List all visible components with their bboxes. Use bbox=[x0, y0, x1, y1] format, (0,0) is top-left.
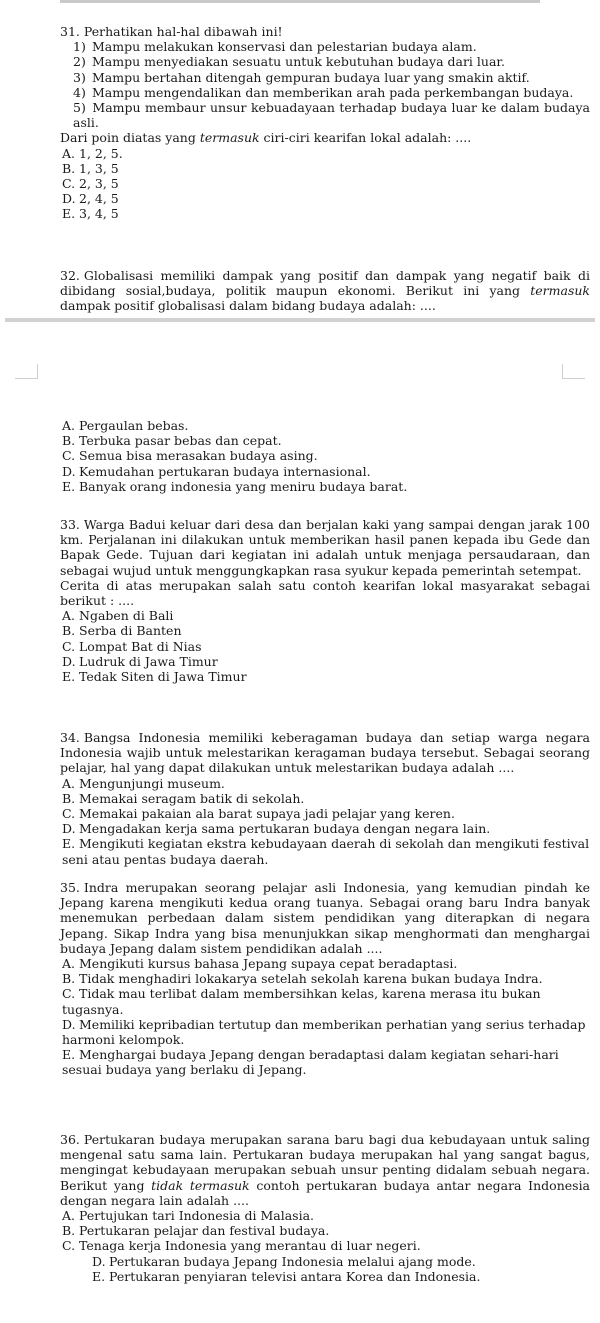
question-36-stem: 36. Pertukaran budaya merupakan sarana baru bagi dua kebudayaan untuk saling mengenal satu sama lain. Pertukaran budaya merupakan hal yang sangat bagus, mengingat kebudayaan merupakan sebuah unsur penting didalam sebuah negara. Berikut yang tidak termasuk contoh pertukaran budaya antar negara Indonesia dengan negara lain adalah .... bbox=[60, 1132, 591, 1208]
question-31 bbox=[60, 24, 590, 222]
option-d[interactable]: D. Mengadakan kerja sama pertukaran budaya dengan negara lain. bbox=[62, 821, 491, 837]
question-34-stem: 34. Bangsa Indonesia memiliki keberagaman budaya dan setiap warga negara Indonesia wajib untuk melestarikan keragaman budaya tersebut. Sebagai seorang pelajar, hal yang dapat dilakukan untuk melestarikan budaya adalah .... bbox=[60, 730, 590, 776]
question-32-options bbox=[60, 418, 590, 494]
option-e[interactable]: E. 3, 4, 5 bbox=[62, 206, 119, 222]
question-31-stem: 31. Perhatikan hal-hal dibawah ini! bbox=[60, 24, 283, 39]
option-d[interactable]: D. Ludruk di Jawa Timur bbox=[62, 653, 218, 669]
option-c[interactable]: C. Tidak mau terlibat dalam membersihkan kelas, karena merasa itu bukan tugasnya. bbox=[62, 986, 541, 1017]
question-32 bbox=[60, 268, 590, 314]
option-a[interactable]: A. 1, 2, 5. bbox=[62, 145, 123, 161]
option-c[interactable]: C. Tenaga kerja Indonesia yang merantau di luar negeri. bbox=[62, 1238, 421, 1254]
question-33-prompt: Cerita di atas merupakan salah satu contoh kearifan lokal masyarakat sebagai berikut : .... bbox=[60, 577, 590, 609]
option-b[interactable]: B. Tidak menghadiri lokakarya setelah sekolah karena bukan budaya Indra. bbox=[62, 971, 543, 987]
question-35-stem: 35. Indra merupakan seorang pelajar asli Indonesia, yang kemudian pindah ke Jepang karena mengikuti kedua orang tuanya. Sebagai orang baru Indra banyak menemukan perbedaan dalam sistem pendidikan yang diterapkan di negara Jepang. Sikap Indra yang bisa menunjukkan sikap menghormati dan menghargai budaya Jepang dalam sistem pendidikan adalah .... bbox=[60, 880, 590, 956]
page-break-bar bbox=[5, 318, 595, 322]
option-d[interactable]: D. Memiliki kepribadian tertutup dan memberikan perhatian yang serius terhadap harmoni kelompok. bbox=[62, 1016, 586, 1048]
option-d[interactable]: D. Kemudahan pertukaran budaya internasional. bbox=[62, 463, 371, 479]
crop-mark-left bbox=[15, 364, 38, 379]
statement-4: 4) Mampu mengendalikan dan memberikan arah pada perkembangan budaya. bbox=[73, 84, 574, 100]
page-break bbox=[0, 318, 600, 396]
option-e[interactable]: E. Mengikuti kegiatan ekstra kebudayaan daerah di sekolah dan mengikuti festival seni atau pentas budaya daerah. bbox=[62, 836, 590, 867]
statement-3: 3) Mampu bertahan ditengah gempuran budaya luar yang smakin aktif. bbox=[73, 69, 530, 85]
option-a[interactable]: A. Ngaben di Bali bbox=[62, 608, 174, 624]
option-e[interactable]: E. Tedak Siten di Jawa Timur bbox=[62, 669, 247, 685]
question-33-stem: 33. Warga Badui keluar dari desa dan berjalan kaki yang sampai dengan jarak 100 km. Perjalanan ini dilakukan untuk memberikan hasil panen kepada ibu Gede dan Bapak Gede. Tujuan dari kegiatan ini adalah untuk menjaga persaudaraan, dan sebagai wujud untuk menggungkapkan rasa syukur kepada pemerintah setempat. bbox=[60, 517, 590, 578]
crop-mark-right bbox=[562, 364, 585, 379]
option-b[interactable]: B. Memakai seragam batik di sekolah. bbox=[62, 790, 305, 806]
question-number: 31. bbox=[60, 24, 80, 39]
option-a[interactable]: A. Pertujukan tari Indonesia di Malasia. bbox=[62, 1208, 315, 1224]
option-e[interactable]: E. Banyak orang indonesia yang meniru budaya barat. bbox=[62, 478, 408, 494]
question-31-prompt: Dari poin diatas yang termasuk ciri-ciri kearifan lokal adalah: .... bbox=[60, 130, 472, 146]
option-d[interactable]: D. Pertukaran budaya Jepang Indonesia melalui ajang mode. bbox=[92, 1253, 476, 1269]
question-36 bbox=[60, 1132, 590, 1284]
option-b[interactable]: B. Terbuka pasar bebas dan cepat. bbox=[62, 433, 282, 449]
option-c[interactable]: C. Lompat Bat di Nias bbox=[62, 638, 202, 654]
option-b[interactable]: B. Serba di Banten bbox=[62, 623, 182, 639]
option-c[interactable]: C. 2, 3, 5 bbox=[62, 176, 119, 192]
option-c[interactable]: C. Semua bisa merasakan budaya asing. bbox=[62, 448, 318, 464]
question-32-stem: 32. Globalisasi memiliki dampak yang positif dan dampak yang negatif baik di dibidang sosial,budaya, politik maupun ekonomi. Berikut ini yang termasuk dampak positif globalisasi dalam bidang budaya adalah: .... bbox=[60, 268, 590, 314]
statement-5: 5) Mampu membaur unsur kebuadayaan terhadap budaya luar ke dalam budaya asli. bbox=[73, 100, 590, 131]
top-edge-line bbox=[60, 0, 540, 3]
option-b[interactable]: B. 1, 3, 5 bbox=[62, 160, 119, 176]
option-c[interactable]: C. Memakai pakaian ala barat supaya jadi pelajar yang keren. bbox=[62, 806, 455, 822]
statement-1: 1) Mampu melakukan konservasi dan pelestarian budaya alam. bbox=[73, 39, 477, 55]
statement-2: 2) Mampu menyediakan sesuatu untuk kebutuhan budaya dari luar. bbox=[73, 54, 505, 70]
option-a[interactable]: A. Mengikuti kursus bahasa Jepang supaya cepat beradaptasi. bbox=[62, 956, 458, 972]
option-a[interactable]: A. Mengunjungi museum. bbox=[62, 775, 225, 791]
option-b[interactable]: B. Pertukaran pelajar dan festival budaya. bbox=[62, 1223, 330, 1239]
option-e[interactable]: E. Pertukaran penyiaran televisi antara Korea dan Indonesia. bbox=[92, 1268, 481, 1284]
option-a[interactable]: A. Pergaulan bebas. bbox=[62, 418, 189, 433]
question-33 bbox=[60, 517, 590, 684]
question-35 bbox=[60, 880, 590, 1078]
question-34 bbox=[60, 730, 590, 867]
option-e[interactable]: E. Menghargai budaya Jepang dengan beradaptasi dalam kegiatan sehari-hari sesuai budaya yang berlaku di Jepang. bbox=[62, 1047, 559, 1078]
option-d[interactable]: D. 2, 4, 5 bbox=[62, 191, 119, 207]
